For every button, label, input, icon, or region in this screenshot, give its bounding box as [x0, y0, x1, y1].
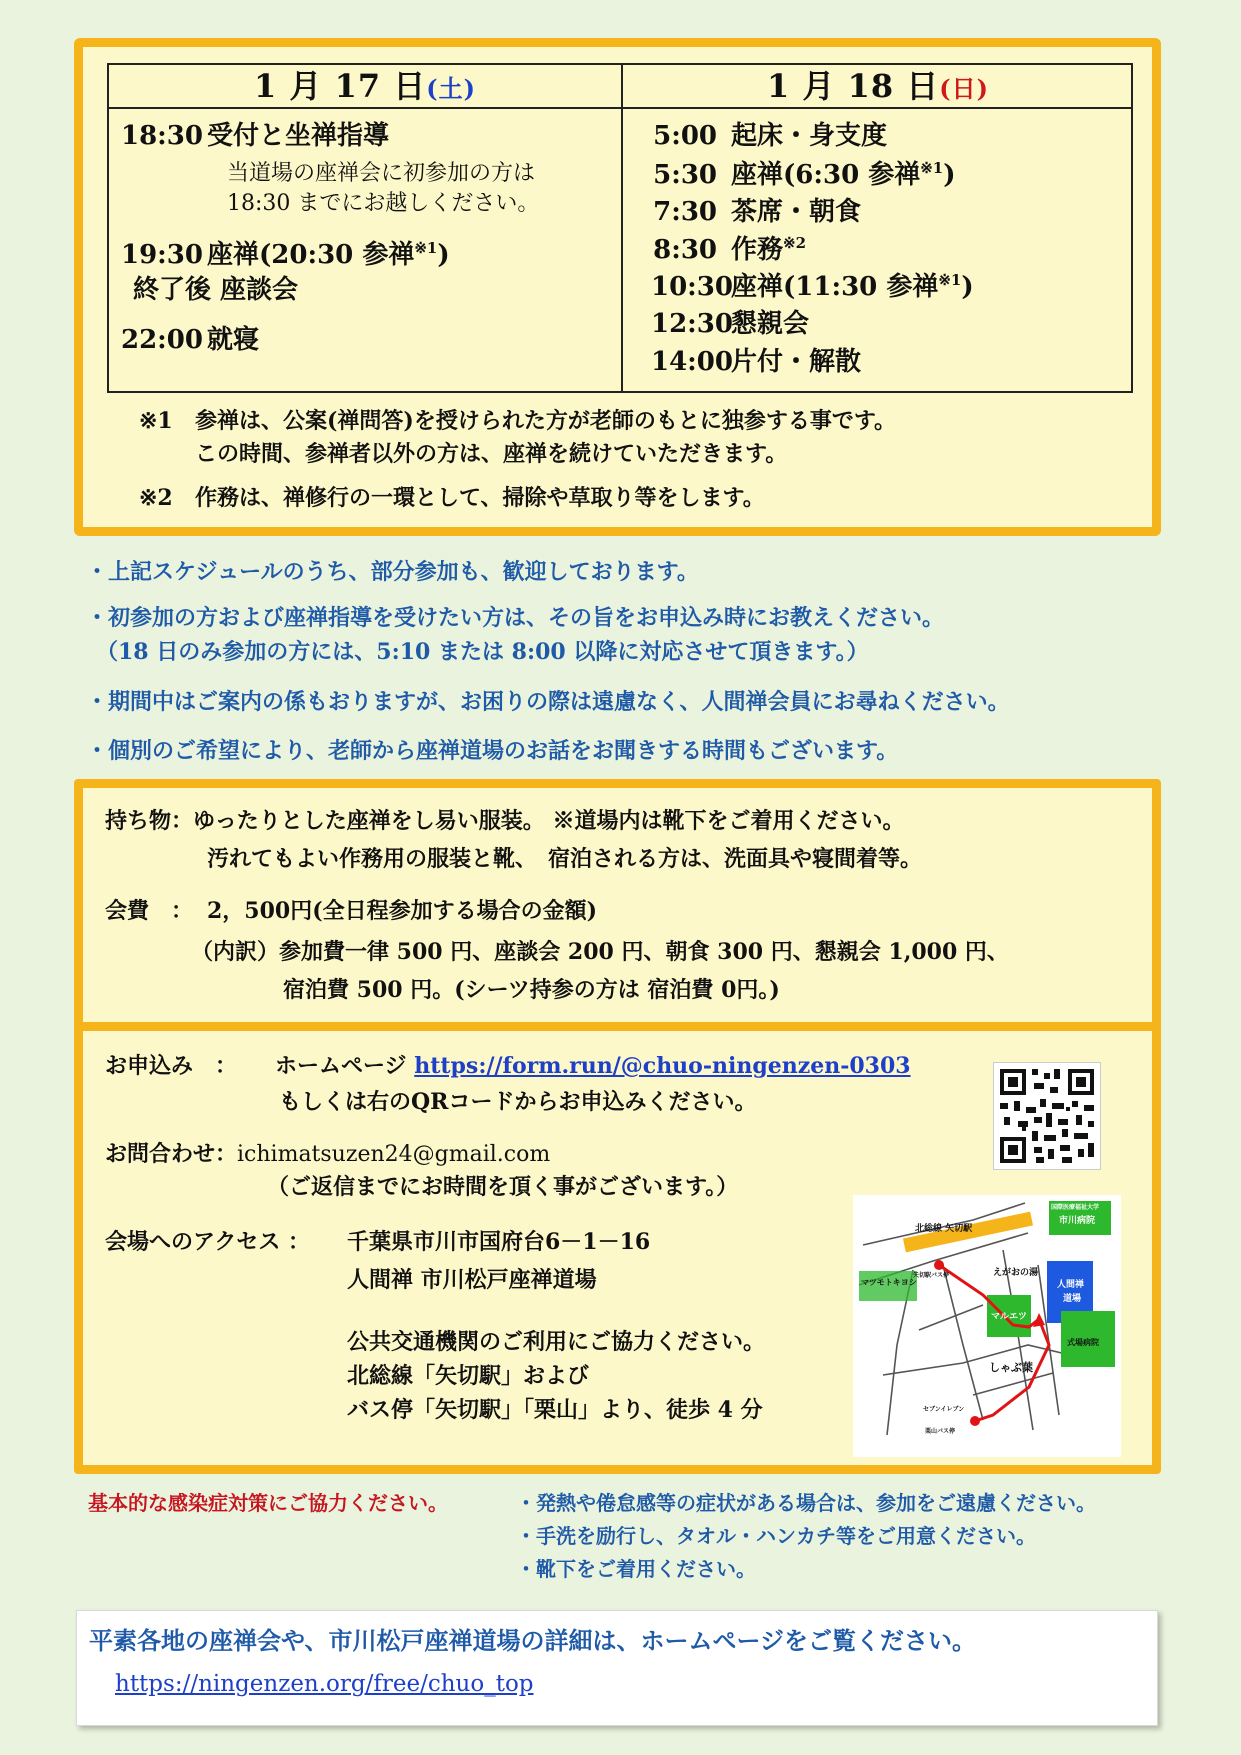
map-label-hospital: 市川病院 — [1059, 1216, 1096, 1226]
access-label: 会場へのアクセス ： — [105, 1229, 310, 1255]
footer-text: 平素各地の座禅会や、市川松戸座禅道場の詳細は、ホームページをご覧ください。 — [89, 1626, 977, 1655]
homepage-link[interactable]: https://ningenzen.org/free/chuo_top — [115, 1671, 534, 1697]
map-label-shikiba: 式場病院 — [1067, 1338, 1099, 1347]
belongings-label: 持ち物： — [105, 808, 194, 834]
schedule-row: 7:30 茶席・朝食 — [653, 197, 862, 227]
table-divider — [621, 65, 623, 391]
schedule-row: 14:00片付・解散 — [651, 347, 862, 377]
schedule-row: 8:30 作務$^{※2}$ — [653, 234, 807, 265]
belongings-row: 持ち物：ゆったりとした座禅をし易い服装。 ※道場内は靴下をご着用ください。 — [105, 808, 905, 834]
venue-address: 千葉県市川市国府台6－1－16 — [347, 1229, 651, 1255]
first-timer-note: 18:30 までにお越しください。 — [227, 191, 540, 216]
schedule-box — [74, 38, 1161, 536]
apply-label: お申込み ： — [105, 1053, 238, 1079]
fee-breakdown: （内訳）参加費一律 500 円、座談会 200 円、朝食 300 円、懇親会 1,000 円、 — [191, 939, 1009, 965]
map-label-egao: えがおの湯 — [993, 1268, 1039, 1278]
fee-label: 会費 ： — [105, 898, 194, 924]
map-label-station: 北総線 矢切駅 — [915, 1224, 973, 1234]
footnote-1: ※1 参禅は、公案(禅問答)を授けられた方が老師のもとに独参する事です。 — [139, 408, 897, 434]
venue-name: 人間禅 市川松戸座禅道場 — [347, 1267, 597, 1293]
access-row — [105, 1231, 650, 1253]
contact-note: （ご返信までにお時間を頂く事がございます。） — [267, 1174, 739, 1200]
contact-label: お問合わせ： — [105, 1141, 238, 1167]
belongings-line2: 汚れてもよい作務用の服装と靴、 宿泊される方は、洗面具や寝間着等。 — [207, 846, 923, 872]
map-label-univ: 国際医療福祉大学 — [1051, 1204, 1100, 1211]
info-bullet: （18 日のみ参加の方には、5:10 または 8:00 以降に対応させて頂きます。） — [96, 639, 869, 665]
footnote-1-cont: この時間、参禅者以外の方は、座禅を続けていただきます。 — [195, 441, 788, 467]
access-map[interactable] — [853, 1195, 1121, 1457]
schedule-row: 5:30 座禅(6:30 参禅$^{※1}$) — [653, 159, 956, 190]
map-label-dojo: 道場 — [1063, 1294, 1082, 1304]
application-box — [74, 1022, 1161, 1474]
info-bullet: ・上記スケジュールのうち、部分参加も、歓迎しております。 — [86, 559, 699, 585]
schedule-row: 12:30懇親会 — [651, 309, 810, 339]
application-form-link[interactable]: https://form.run/@chuo-ningenzen-0303 — [414, 1053, 911, 1079]
map-label-bus: 矢切駅バス停 — [913, 1272, 950, 1279]
footer-box — [76, 1610, 1158, 1726]
map-label-dojo: 人間禅 — [1057, 1280, 1085, 1290]
day1-weekday: (土) — [426, 74, 476, 103]
info-bullet: ・初参加の方および座禅指導を受けたい方は、その旨をお申込み時にお教えください。 — [86, 605, 945, 631]
infection-item: ・発熱や倦怠感等の症状がある場合は、参加をご遠慮ください。 — [516, 1491, 1096, 1515]
transit-note: 公共交通機関のご利用にご協力ください。 — [347, 1329, 766, 1355]
fee-breakdown: 宿泊費 500 円。(シーツ持参の方は 宿泊費 0円。) — [283, 977, 780, 1003]
info-bullet: ・個別のご希望により、老師から座禅道場のお話をお聞きする時間もございます。 — [86, 738, 899, 764]
apply-row: お申込み ： ホームページ https://form.run/@chuo-ningenzen-0303 — [105, 1053, 911, 1079]
first-timer-note: 当道場の座禅会に初参加の方は — [227, 161, 536, 186]
schedule-row: 18:30 受付と坐禅指導 — [121, 121, 390, 151]
belongings-fee-box — [74, 779, 1161, 1033]
day2-date: 1 月 18 日 — [767, 67, 940, 105]
schedule-row: 22:00 就寝 — [121, 325, 260, 355]
qr-code[interactable] — [993, 1062, 1101, 1170]
apply-qr-text: もしくは右のQRコードからお申込みください。 — [279, 1089, 757, 1115]
day2-weekday: (日) — [939, 74, 989, 103]
infection-title: 基本的な感染症対策にご協力ください。 — [88, 1491, 448, 1515]
fee-row: 会費 ： 2，500円(全日程参加する場合の金額) — [105, 898, 598, 924]
map-label-maruetsu: マルエツ — [991, 1312, 1028, 1322]
day2-header — [623, 67, 1133, 105]
schedule-row: 5:00 起床・身支度 — [653, 121, 888, 151]
footnote-2: ※2 作務は、禅修行の一環として、掃除や草取り等をします。 — [139, 485, 765, 511]
schedule-row: 終了後 座談会 — [133, 275, 299, 305]
map-label-seven: セブンイレブン — [923, 1406, 965, 1413]
map-label-matsumoto: マツモトキヨシ — [861, 1278, 917, 1287]
map-label-shabuyo: しゃぶ葉 — [989, 1361, 1033, 1374]
transit-note: 北総線「矢切駅」および — [347, 1363, 590, 1389]
infection-item: ・手洗を励行し、タオル・ハンカチ等をご用意ください。 — [516, 1524, 1036, 1548]
table-divider — [109, 107, 1131, 109]
infection-item: ・靴下をご着用ください。 — [516, 1557, 756, 1581]
contact-row — [105, 1143, 550, 1166]
schedule-row: 10:30座禅(11:30 参禅$^{※1}$) — [651, 271, 974, 302]
contact-email[interactable]: ichimatsuzen24@gmail.com — [237, 1142, 551, 1167]
schedule-row: 19:30 座禅(20:30 参禅$^{※1}$) — [121, 239, 450, 270]
day1-header — [109, 67, 621, 105]
info-bullet: ・期間中はご案内の係もおりますが、お困りの際は遠慮なく、人間禅会員にお尋ねください。 — [86, 689, 1010, 715]
qr-code-image — [994, 1063, 1100, 1169]
day1-date: 1 月 17 日 — [254, 67, 427, 105]
access-map-image — [853, 1195, 1121, 1457]
schedule-table — [107, 63, 1133, 393]
map-label-kuriyama: 栗山バス停 — [925, 1428, 956, 1435]
transit-note: バス停「矢切駅」「栗山」より、徒歩 4 分 — [347, 1397, 763, 1423]
